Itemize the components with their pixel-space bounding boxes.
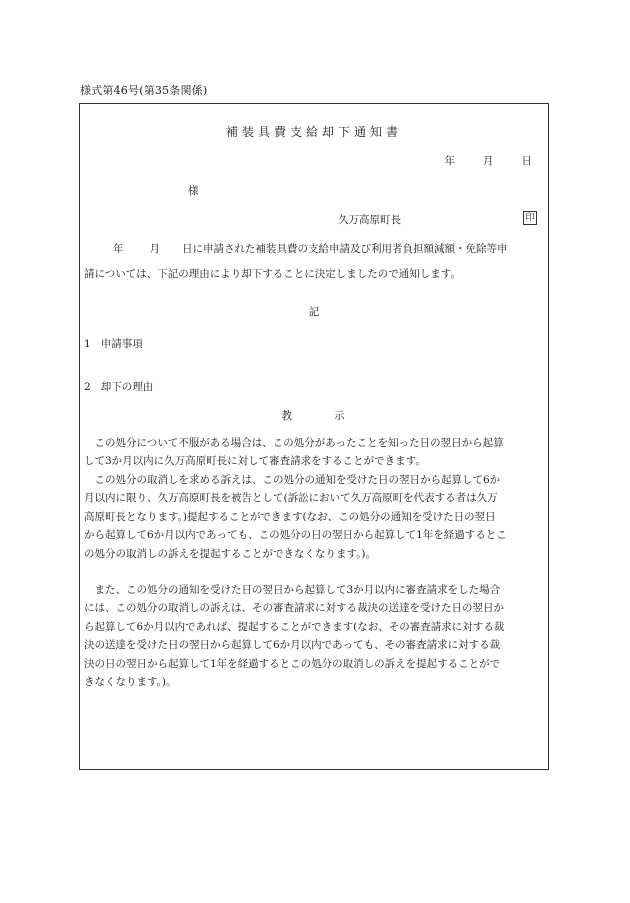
body-year: 年 [113, 243, 124, 255]
date-day: 日 [521, 155, 532, 167]
body-month: 月 [149, 243, 160, 255]
paragraph-line: 高原町長となります。)提起することができます(なお、この処分の通知を受けた日の翌日 [84, 510, 496, 523]
paragraph-line: 決の送達を受けた日の翌日から起算して6か月以内であっても、その審査請求に対する裁 [84, 639, 501, 652]
body-text-line-2: 請については、下記の理由により却下することに決定しましたので通知します。 [84, 268, 461, 280]
issuer-name: 久万高原町長 [338, 214, 401, 226]
notice-heading-right: 示 [334, 410, 347, 422]
paragraph-line: この処分の取消しを求める訴えは、この処分の通知を受けた日の翌日から起算して6か [94, 474, 501, 486]
notice-paragraph-3 [84, 581, 546, 691]
notice-paragraph-2 [84, 471, 546, 563]
paragraph-line: また、この処分の通知を受けた日の翌日から起算して3か月以内に審査請求をした場合 [94, 584, 501, 596]
paragraph-line: この処分について不服がある場合は、この処分があったことを知った日の翌日から起算 [94, 437, 504, 449]
notice-heading [80, 408, 548, 423]
item-number: 1 [84, 338, 91, 350]
paragraph-line: 決の日の翌日から起算して1年を経過するとこの処分の取消しの訴えを提起することがで [84, 657, 501, 670]
item-application [84, 336, 143, 351]
form-number: 様式第46号(第35条関係) [80, 84, 208, 97]
document-title: 補装具費支給却下通知書 [225, 125, 402, 139]
date-year: 年 [444, 155, 455, 167]
notice-form-frame [79, 103, 549, 770]
item-label: 申請事項 [100, 338, 143, 350]
paragraph-line: から起算して6か月以内であっても、この処分の日の翌日から起算して1年を経過するとこ [84, 529, 507, 542]
notice-heading-left: 教 [281, 410, 294, 422]
paragraph-line: ら起算して6か月以内であれば、提起することができます(なお、その審査請求に対する裁 [84, 620, 505, 633]
body-line1-rest: 日に申請された補装具費の支給申請及び利用者負担額減額・免除等申 [182, 243, 508, 255]
notice-paragraph-1 [84, 434, 546, 471]
date-month: 月 [483, 155, 494, 167]
paragraph-line: の処分の取消しの訴えを提起することができなくなります。)。 [84, 547, 377, 560]
date-row [445, 153, 533, 168]
item-rejection-reason [84, 379, 153, 394]
ki-heading: 記 [308, 306, 320, 318]
item-number: 2 [84, 381, 91, 393]
body-text-line-1 [113, 241, 508, 256]
recipient-suffix: 様 [188, 185, 199, 197]
paragraph-line: 月以内に限り、久万高原町長を被告として(訴訟において久万高原町を代表する者は久万 [84, 492, 498, 505]
paragraph-line: きなくなります。)。 [84, 676, 177, 689]
item-label: 却下の理由 [100, 381, 154, 393]
paragraph-line: には、この処分の取消しの訴えは、その審査請求に対する裁決の送達を受けた日の翌日か [84, 602, 504, 615]
seal-mark: 印 [523, 211, 537, 225]
paragraph-line: して3か月以内に久万高原町長に対して審査請求をすることができます。 [84, 455, 426, 468]
